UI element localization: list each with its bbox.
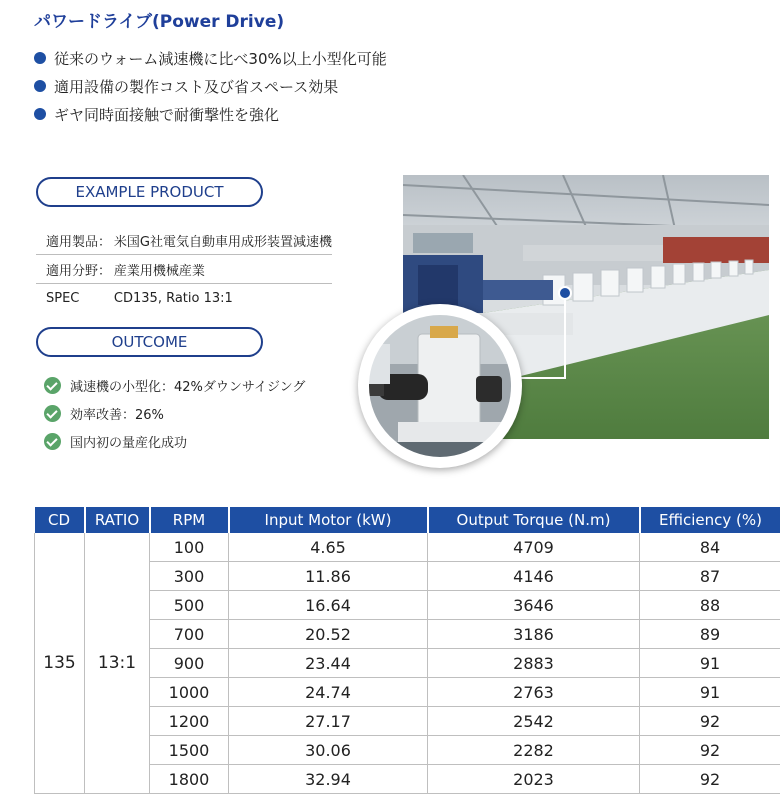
efficiency-cell: 87 bbox=[640, 562, 780, 591]
efficiency-cell: 92 bbox=[640, 707, 780, 736]
feature-text: 従来のウォーム減速機に比べ30%以上小型化可能 bbox=[54, 49, 387, 68]
row-value: 産業用機械産業 bbox=[114, 255, 332, 284]
outcome-text: 効率改善：26% bbox=[70, 407, 164, 423]
efficiency-cell: 91 bbox=[640, 678, 780, 707]
rpm-cell: 900 bbox=[150, 649, 229, 678]
rpm-cell: 1000 bbox=[150, 678, 229, 707]
outcome-text: 国内初の量産化成功 bbox=[70, 435, 188, 451]
torque-cell: 2282 bbox=[428, 736, 640, 765]
input-cell: 24.74 bbox=[229, 678, 428, 707]
input-cell: 4.65 bbox=[229, 533, 428, 562]
feature-text: 適用設備の製作コスト及び省スペース効果 bbox=[54, 77, 339, 96]
torque-cell: 2542 bbox=[428, 707, 640, 736]
torque-cell: 4709 bbox=[428, 533, 640, 562]
header-rpm: RPM bbox=[150, 507, 229, 533]
efficiency-cell: 92 bbox=[640, 736, 780, 765]
ratio-cell: 13:1 bbox=[85, 533, 150, 794]
header-input-motor: Input Motor (kW) bbox=[229, 507, 428, 533]
header-ratio: RATIO bbox=[85, 507, 150, 533]
row-value: 米国G社電気自動車用成形装置減速機 bbox=[114, 226, 332, 255]
torque-cell: 2883 bbox=[428, 649, 640, 678]
spec-table bbox=[34, 507, 780, 794]
example-product-heading: EXAMPLE PRODUCT bbox=[36, 177, 263, 207]
torque-cell: 4146 bbox=[428, 562, 640, 591]
reducer-closeup-image bbox=[358, 304, 522, 468]
rpm-cell: 700 bbox=[150, 620, 229, 649]
rpm-cell: 1500 bbox=[150, 736, 229, 765]
row-value: CD135, Ratio 13:1 bbox=[113, 290, 233, 306]
rpm-cell: 500 bbox=[150, 591, 229, 620]
table-header-row bbox=[35, 507, 780, 533]
input-cell: 27.17 bbox=[229, 707, 428, 736]
efficiency-cell: 84 bbox=[640, 533, 780, 562]
input-cell: 11.86 bbox=[229, 562, 428, 591]
cd-cell: 135 bbox=[35, 533, 85, 794]
row-key: SPEC bbox=[46, 290, 80, 306]
torque-cell: 2763 bbox=[428, 678, 640, 707]
rpm-cell: 300 bbox=[150, 562, 229, 591]
header-efficiency: Efficiency (%) bbox=[640, 507, 780, 533]
feature-text: ギヤ同時面接触で耐衝撃性を強化 bbox=[54, 105, 280, 124]
input-cell: 32.94 bbox=[229, 765, 428, 794]
rpm-cell: 1200 bbox=[150, 707, 229, 736]
efficiency-cell: 88 bbox=[640, 591, 780, 620]
reducer-closeup-photo bbox=[358, 304, 522, 468]
efficiency-cell: 92 bbox=[640, 765, 780, 794]
input-cell: 30.06 bbox=[229, 736, 428, 765]
input-cell: 20.52 bbox=[229, 620, 428, 649]
page-title: パワードライブ(Power Drive) bbox=[34, 12, 285, 32]
efficiency-cell: 89 bbox=[640, 620, 780, 649]
row-key: 適用製品： bbox=[36, 226, 114, 255]
torque-cell: 2023 bbox=[428, 765, 640, 794]
header-cd: CD bbox=[35, 507, 85, 533]
torque-cell: 3646 bbox=[428, 591, 640, 620]
row-key: 適用分野： bbox=[36, 255, 114, 284]
header-output-torque: Output Torque (N.m) bbox=[428, 507, 640, 533]
rpm-cell: 1800 bbox=[150, 765, 229, 794]
efficiency-cell: 91 bbox=[640, 649, 780, 678]
input-cell: 16.64 bbox=[229, 591, 428, 620]
callout-marker-icon bbox=[558, 286, 572, 300]
outcome-text: 減速機の小型化：42%ダウンサイジング bbox=[70, 379, 306, 395]
torque-cell: 3186 bbox=[428, 620, 640, 649]
rpm-cell: 100 bbox=[150, 533, 229, 562]
input-cell: 23.44 bbox=[229, 649, 428, 678]
table-row bbox=[35, 533, 780, 562]
outcome-heading: OUTCOME bbox=[36, 327, 263, 357]
